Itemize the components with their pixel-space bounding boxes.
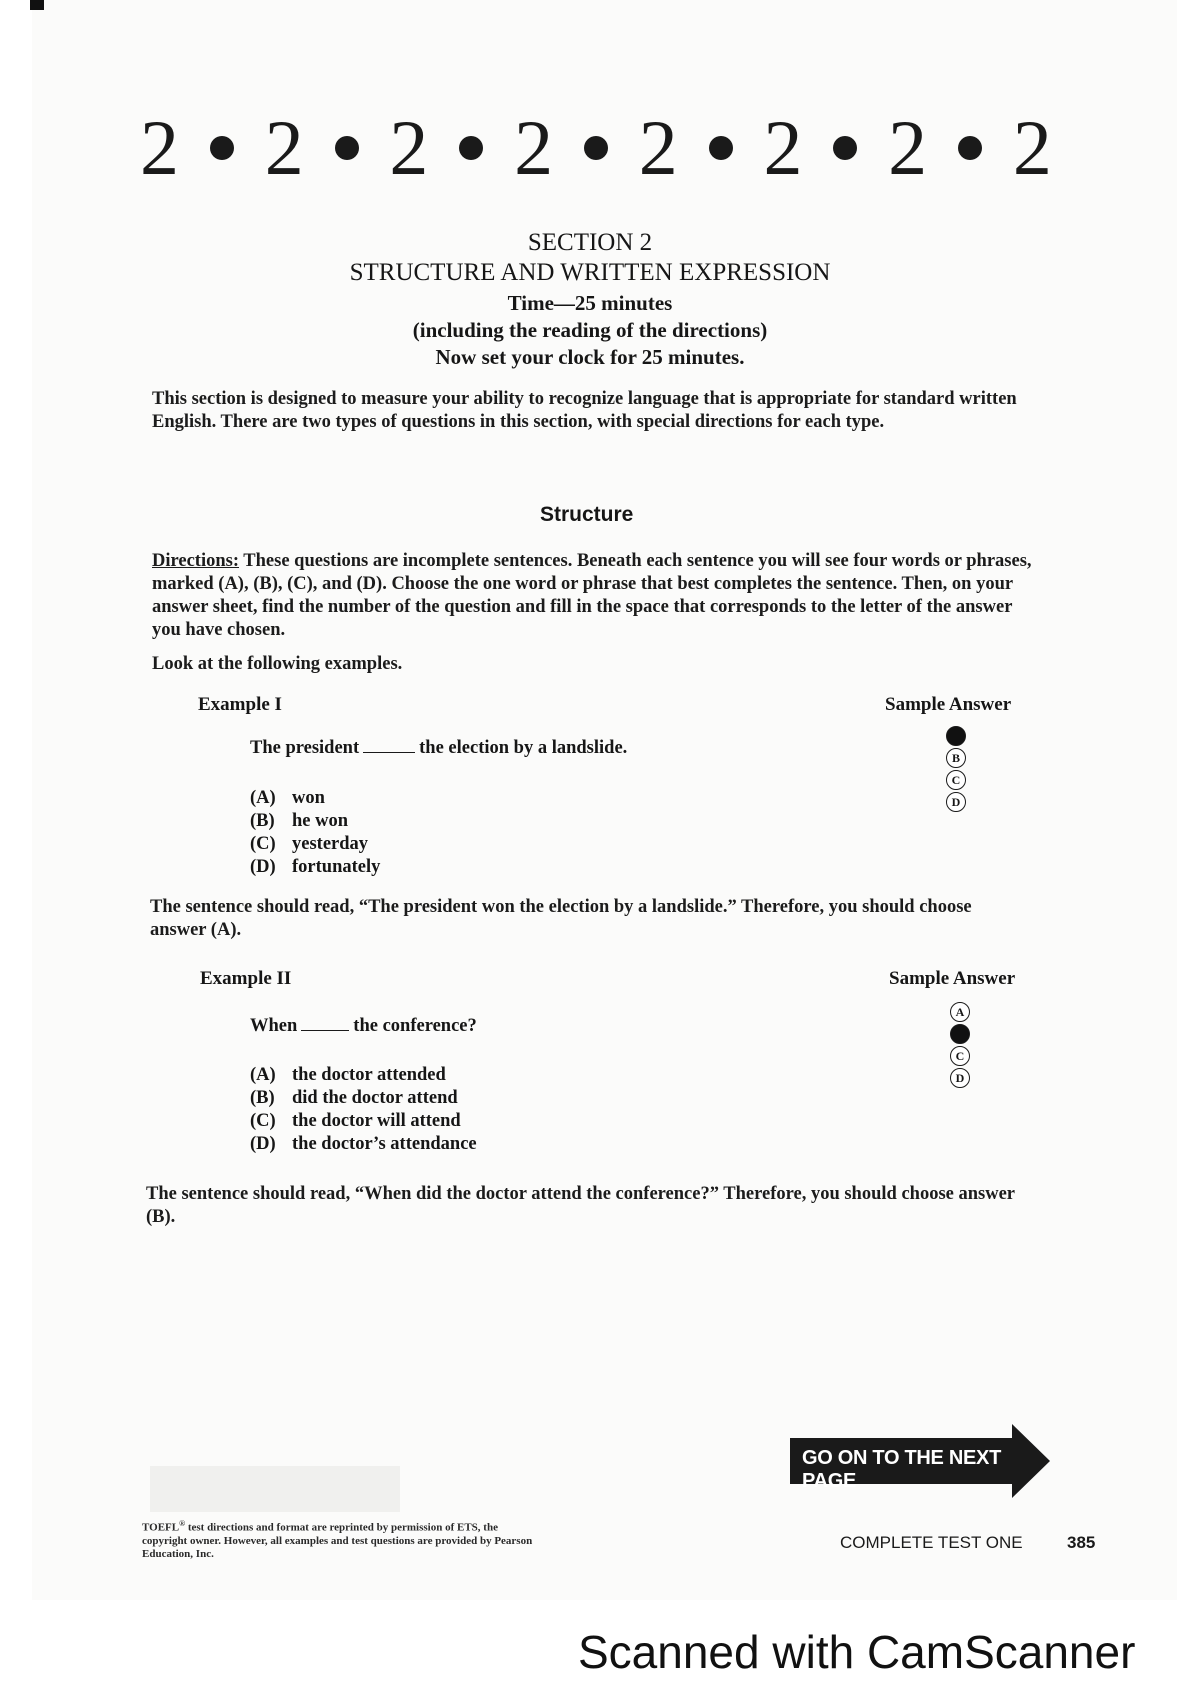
intro-paragraph: This section is designed to measure your ability to recognize language that is appropriate for standard written English. There are two types of questions in this section, with special directions for each type. xyxy=(152,389,1017,432)
option-b xyxy=(250,810,380,833)
option-letter: (C) xyxy=(250,834,276,854)
bullet-dot xyxy=(833,136,857,160)
option-letter: (D) xyxy=(250,1134,276,1154)
section-digit: 2 xyxy=(264,103,304,191)
section-time: Time—25 minutes xyxy=(507,291,673,315)
section-title: STRUCTURE AND WRITTEN EXPRESSION xyxy=(349,259,831,286)
section-digit: 2 xyxy=(763,103,803,191)
example-2-question xyxy=(250,1016,477,1037)
option-text: did the doctor attend xyxy=(292,1088,458,1108)
option-a xyxy=(250,787,380,810)
example-1-answer-bubbles xyxy=(946,726,972,814)
bullet-dot xyxy=(459,136,483,160)
bullet-dot xyxy=(210,136,234,160)
example-2-sample-label: Sample Answer xyxy=(889,968,1016,989)
bullet-dot xyxy=(709,136,733,160)
section-digit: 2 xyxy=(888,103,928,191)
scanner-watermark: Scanned with CamScanner xyxy=(578,1626,1136,1678)
answer-bubble-b: B xyxy=(946,748,966,768)
section-time-note: (including the reading of the directions) xyxy=(412,318,768,342)
example-1-explanation: The sentence should read, “The president won the election by a landslide.” Therefore, you should choose answer (A). xyxy=(150,897,972,940)
option-letter: (B) xyxy=(250,1088,275,1108)
section-digit: 2 xyxy=(140,103,179,191)
directions-emphasis: one xyxy=(482,574,511,594)
example-2-options xyxy=(250,1064,477,1156)
option-text: won xyxy=(292,788,325,808)
section-digit: 2 xyxy=(389,103,429,191)
example-2-question-start: When xyxy=(250,1016,298,1036)
credit-text: test directions and format are reprinted by permission of ETS, the copyright owner. However, all examples and test questions are provided by Pearson Education, Inc. xyxy=(142,1521,533,1560)
example-2-label: Example II xyxy=(200,968,292,989)
answer-blank xyxy=(301,1030,349,1031)
example-2-explanation: The sentence should read, “When did the doctor attend the conference?” Therefore, you should choose answer (B). xyxy=(146,1184,1015,1227)
look-instruction: Look at the following examples. xyxy=(152,654,403,674)
copyright-credit xyxy=(142,1517,542,1561)
scan-smudge xyxy=(150,1466,400,1512)
credit-prefix: TOEFL xyxy=(142,1521,180,1534)
directions-text-before: These questions are incomplete sentences. Beneath each sentence you will see four words or phrases, marked (A), (B), (C), and (D). Choose the xyxy=(152,551,1032,594)
option-letter: (B) xyxy=(250,811,275,831)
running-title: COMPLETE TEST ONE xyxy=(840,1533,1023,1552)
option-text: yesterday xyxy=(292,834,369,854)
option-c xyxy=(250,833,380,856)
option-text: he won xyxy=(292,811,349,831)
answer-bubble-c: C xyxy=(946,770,966,790)
directions-paragraph xyxy=(152,550,1037,642)
example-1-question-start: The president xyxy=(250,738,360,758)
example-2-question-end: the conference? xyxy=(353,1016,477,1036)
section-digit-banner xyxy=(140,100,1052,195)
option-letter: (D) xyxy=(250,857,276,877)
option-letter: (C) xyxy=(250,1111,276,1131)
option-text: the doctor will attend xyxy=(292,1111,461,1131)
option-text: the doctor’s attendance xyxy=(292,1134,477,1154)
answer-bubble-a: A xyxy=(950,1002,970,1022)
page-number: 385 xyxy=(1067,1533,1096,1552)
answer-blank xyxy=(363,752,415,753)
section-digit: 2 xyxy=(1012,103,1052,191)
example-1-question xyxy=(250,738,627,759)
example-1-options xyxy=(250,787,380,879)
option-a xyxy=(250,1064,477,1087)
registered-mark: ® xyxy=(179,1519,186,1528)
clock-instruction: Now set your clock for 25 minutes. xyxy=(435,345,745,369)
structure-subheading: Structure xyxy=(540,503,634,526)
scan-corner-mark xyxy=(30,0,44,10)
bullet-dot xyxy=(335,136,359,160)
option-b xyxy=(250,1087,477,1110)
option-letter: (A) xyxy=(250,788,276,808)
answer-bubble-a xyxy=(946,726,966,746)
option-c xyxy=(250,1110,477,1133)
example-2-answer-bubbles xyxy=(950,1002,976,1090)
option-d xyxy=(250,1133,477,1156)
directions-label: Directions: xyxy=(152,551,239,571)
bullet-dot xyxy=(584,136,608,160)
answer-bubble-b xyxy=(950,1024,970,1044)
example-1-sample-label: Sample Answer xyxy=(885,694,1012,715)
section-digit: 2 xyxy=(638,103,678,191)
next-page-label: GO ON TO THE NEXT PAGE xyxy=(802,1447,1001,1492)
section-heading xyxy=(300,228,880,371)
section-number: SECTION 2 xyxy=(527,229,653,256)
example-1-label: Example I xyxy=(198,694,282,715)
answer-bubble-d: D xyxy=(950,1068,970,1088)
example-1-question-end: the election by a landslide. xyxy=(419,738,628,758)
section-digit: 2 xyxy=(514,103,554,191)
option-text: fortunately xyxy=(292,857,381,877)
answer-bubble-c: C xyxy=(950,1046,970,1066)
option-text: the doctor attended xyxy=(292,1065,446,1085)
directions-text-after: word or phrase that best completes the sentence. Then, on your answer sheet, find the number of the question and fill in the space that corresponds to the letter of the answer you have chosen. xyxy=(152,574,1013,640)
option-letter: (A) xyxy=(250,1065,276,1085)
bullet-dot xyxy=(958,136,982,160)
next-page-banner xyxy=(790,1424,1050,1498)
answer-bubble-d: D xyxy=(946,792,966,812)
option-d xyxy=(250,856,380,879)
